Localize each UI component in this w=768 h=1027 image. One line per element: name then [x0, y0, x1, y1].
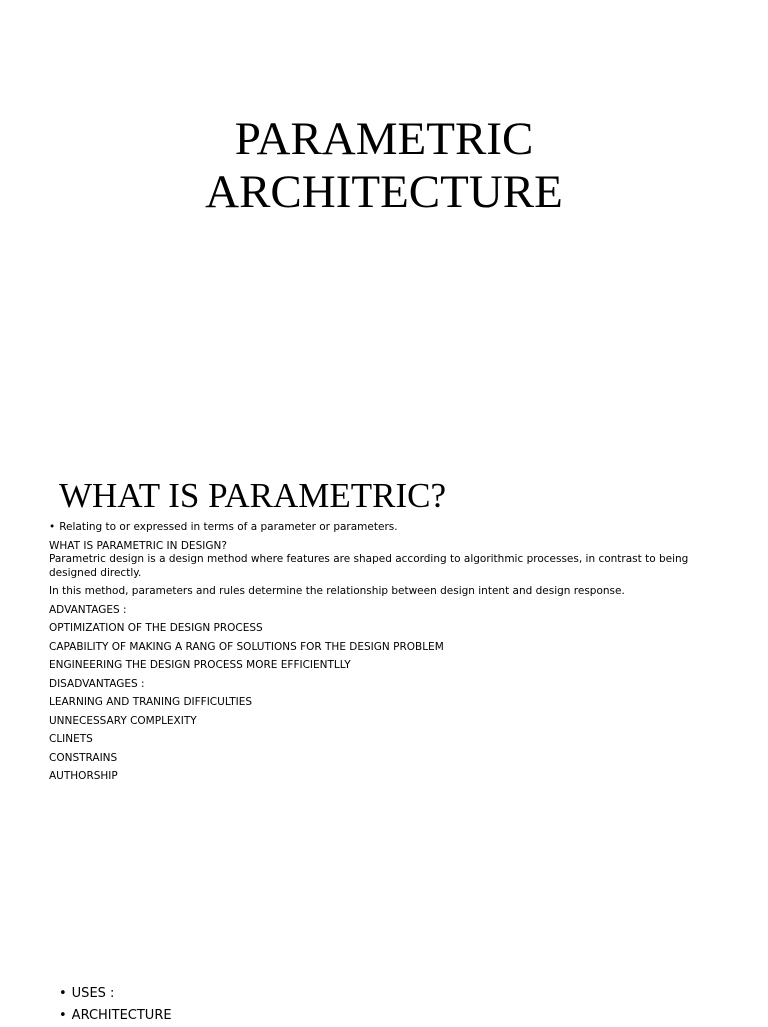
advantage-item: OPTIMIZATION OF THE DESIGN PROCESS [49, 622, 263, 634]
disadvantage-item: AUTHORSHIP [49, 770, 118, 782]
disadvantage-item: CLINETS [49, 733, 93, 745]
disadvantage-item: CONSTRAINS [49, 751, 118, 764]
page-title [0, 113, 768, 219]
uses-item: • ARCHITECTURE [59, 1005, 172, 1027]
title-line-2: ARCHITECTURE [205, 166, 563, 218]
advantages-heading: ADVANTAGES : [49, 603, 127, 616]
section-body [49, 521, 719, 789]
disadvantage-item: LEARNING AND TRANING DIFFICULTIES [49, 696, 253, 708]
parametric-design-description: Parametric design is a design method where features are shaped according to algorithmic processes, in contrast to being designed directly. [49, 553, 689, 579]
section-heading: WHAT IS PARAMETRIC? [59, 476, 446, 515]
definition-bullet: • Relating to or expressed in terms of a parameter or parameters. [49, 521, 719, 535]
title-line-1: PARAMETRIC [234, 113, 534, 165]
method-description: In this method, parameters and rules determine the relationship between design intent and design response. [49, 585, 625, 597]
disadvantages-heading: DISADVANTAGES : [49, 677, 145, 690]
advantage-item: ENGINEERING THE DESIGN PROCESS MORE EFFICIENTLLY [49, 659, 351, 671]
uses-heading: • USES : [59, 983, 172, 1005]
uses-list [59, 983, 172, 1027]
subheading-parametric-in-design: WHAT IS PARAMETRIC IN DESIGN? [49, 539, 227, 552]
advantage-item: CAPABILITY OF MAKING A RANG OF SOLUTIONS FOR THE DESIGN PROBLEM [49, 640, 444, 653]
disadvantage-item: UNNECESSARY COMPLEXITY [49, 714, 197, 727]
